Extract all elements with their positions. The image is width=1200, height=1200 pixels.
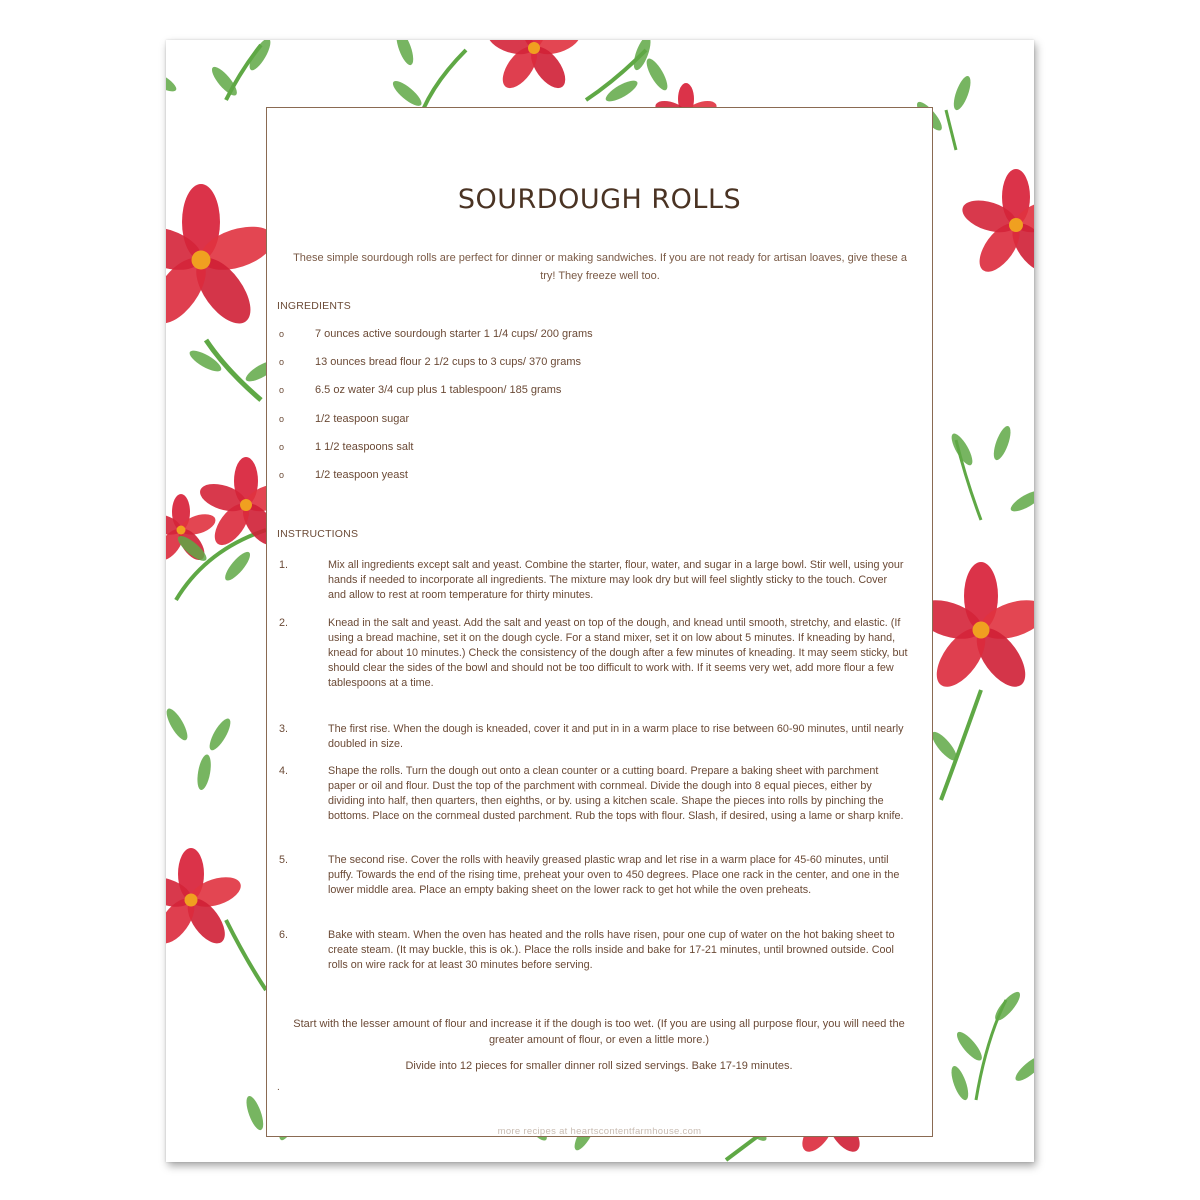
flower-icon xyxy=(166,40,274,100)
step-number: 3. xyxy=(279,723,289,735)
instruction-step xyxy=(277,616,907,691)
step-text: Bake with steam. When the oven has heated and the rolls have risen, pour one cup of water on the hot baking sheet to create steam. (It may buckle, this is ok.). Place the rolls inside and bake for 17-21 minutes, until browned outside. Cool rolls on wire rack for at least 30 minutes before serving. xyxy=(328,929,895,971)
bullet-icon: o xyxy=(279,413,285,424)
instruction-step xyxy=(277,853,907,898)
leaf-icon xyxy=(948,424,1034,520)
list-item xyxy=(277,328,897,356)
step-text: The second rise. Cover the rolls with heavily greased plastic wrap and let rise in a warm place for 45-60 minutes, until puffy. Towards the end of the rising time, preheat your oven to 450 degrees. Place one rack in the center, and one in the lower middle area. Place an empty baking sheet on the lower rack to get hot while the oven preheats. xyxy=(328,854,900,896)
flour-note: Start with the lesser amount of flour and increase it if the dough is too wet. (If you are using all purpose flour, you will need the greater amount of flour, or even a little more.) xyxy=(293,1018,905,1046)
instruction-step xyxy=(277,764,907,824)
list-item xyxy=(277,356,897,384)
list-item xyxy=(277,441,897,469)
step-text: Knead in the salt and yeast. Add the salt and yeast on top of the dough, and knead until smooth, stretchy, and elastic. (If using a bread machine, set it on the dough cycle. For a stand mixer, set it on low about 5 minutes. If kneading by hand, knead for about 10 minutes.) Check the consistency of the dough after a few minutes of kneading. It may seem sticky, but should clear the sides of the bowl and should not be too difficult to work with. If it seems very wet, add more flour a few tablespoons at a time. xyxy=(328,617,908,689)
bullet-icon: o xyxy=(279,329,285,339)
step-number: 2. xyxy=(279,617,289,629)
instruction-step xyxy=(277,558,907,603)
recipe-intro: These simple sourdough rolls are perfect for dinner or making sandwiches. If you are not ready for artisan loaves, give these a try! They freeze well too. xyxy=(293,252,907,282)
instruction-step xyxy=(277,928,907,973)
instructions-heading: INSTRUCTIONS xyxy=(277,528,359,540)
flower-icon xyxy=(958,169,1034,279)
ingredients-list xyxy=(277,328,897,497)
step-text: Mix all ingredients except salt and yeast. Combine the starter, flour, water, and sugar in a large bowl. Stir well, using your hands if needed to incorporate all ingredients. The mixture may look dry but will feel slightly sticky to the touch. Cover and allow to rest at room temperature for thirty minutes. xyxy=(328,559,904,601)
bullet-icon: o xyxy=(279,385,285,396)
step-text: The first rise. When the dough is kneaded, cover it and put in in a warm place to rise between 60-90 minutes, until nearly doubled in size. xyxy=(328,723,904,750)
instruction-step xyxy=(277,722,907,752)
ingredient-text: 1 1/2 teaspoons salt xyxy=(315,440,414,453)
leaf-icon xyxy=(948,989,1034,1102)
bullet-icon: o xyxy=(279,441,285,452)
step-number: 1. xyxy=(279,559,289,571)
flower-icon xyxy=(166,184,280,400)
flower-icon xyxy=(166,848,266,990)
list-item xyxy=(277,384,897,412)
step-text: Shape the rolls. Turn the dough out onto a clean counter or a cutting board. Prepare a baking sheet with parchment paper or oil and flour. Dust the top of the parchment with cornmeal. Divide the dough into 8 equal pieces, either by dividing into half, then quarters, then eighths, or by. using a kitchen scale. Shape the pieces into rolls by pinching the bottoms. Place on the cornmeal dusted parchment. Rub the tops with flour. Slash, if desired, using a lame or sharp knife. xyxy=(328,765,904,822)
step-number: 6. xyxy=(279,929,289,941)
step-number: 4. xyxy=(279,765,289,777)
ingredient-text: 1/2 teaspoon sugar xyxy=(315,412,410,425)
footer-link[interactable]: more recipes at heartscontentfarmhouse.com xyxy=(497,1126,702,1137)
stray-mark: . xyxy=(277,1082,280,1093)
ingredient-text: 7 ounces active sourdough starter 1 1/4 cups/ 200 grams xyxy=(315,328,593,340)
bullet-icon: o xyxy=(279,357,285,368)
size-note: Divide into 12 pieces for smaller dinner roll sized servings. Bake 17-19 minutes. xyxy=(405,1060,793,1072)
ingredient-text: 13 ounces bread flour 2 1/2 cups to 3 cups/ 370 grams xyxy=(315,356,581,369)
leaf-icon xyxy=(166,706,234,791)
list-item xyxy=(277,469,897,497)
ingredient-text: 6.5 oz water 3/4 cup plus 1 tablespoon/ 185 grams xyxy=(315,384,562,397)
list-item xyxy=(277,413,897,441)
recipe-page xyxy=(166,40,1034,1162)
ingredient-text: 1/2 teaspoon yeast xyxy=(315,468,408,481)
step-number: 5. xyxy=(279,854,289,866)
recipe-title: SOURDOUGH ROLLS xyxy=(457,184,742,215)
bullet-icon: o xyxy=(279,469,285,480)
recipe-card xyxy=(266,107,933,1137)
ingredients-heading: INGREDIENTS xyxy=(277,300,351,312)
